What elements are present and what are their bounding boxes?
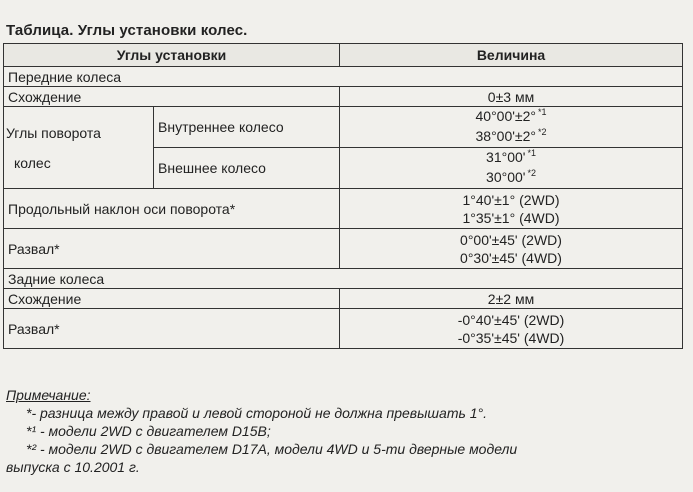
note-1: *- разница между правой и левой стороной не должна превышать 1°. [26, 405, 488, 421]
caster-label: Продольный наклон оси поворота* [4, 189, 340, 229]
inner-wheel-value-2: 38°00'±2° $^{*2}$ [475, 127, 547, 144]
table-title: Таблица. Углы установки колес. [6, 22, 248, 39]
outer-wheel-value-2: 30°00' $^{*2}$ [486, 168, 536, 185]
footnote-mark: *1 [527, 148, 536, 158]
rear-toe-label: Схождение [4, 289, 340, 309]
steering-angles-label-line-1: Углы поворота [6, 124, 101, 141]
note-3-continuation: выпуска с 10.2001 г. [6, 459, 140, 475]
caster-value-2: 1°35'±1° (4WD) [462, 209, 560, 226]
header-alignment-angles: Углы установки [4, 44, 340, 67]
steering-angles-label [4, 107, 154, 189]
camber-value-2: 0°30'±45' (4WD) [460, 249, 562, 266]
section-row-rear [4, 269, 683, 289]
notes-block [6, 386, 686, 476]
table-header-row [4, 44, 683, 67]
outer-wheel-label: Внешнее колесо [154, 148, 340, 189]
caster-values [340, 189, 683, 229]
camber-label: Развал* [4, 229, 340, 269]
rear-camber-value-1: -0°40'±45' (2WD) [457, 311, 565, 328]
steering-angles-label-line-2: колес [14, 154, 51, 171]
rear-toe-value: 2±2 мм [340, 289, 683, 309]
table-row [4, 107, 683, 148]
footnote-mark: *2 [537, 127, 547, 137]
note-2: *¹ - модели 2WD с двигателем D15B; [26, 423, 271, 439]
header-value: Величина [340, 44, 683, 67]
table-row [4, 309, 683, 349]
section-row-front [4, 67, 683, 87]
table-row [4, 229, 683, 269]
caster-value-1: 1°40'±1° (2WD) [462, 191, 560, 208]
rear-camber-label: Развал* [4, 309, 340, 349]
camber-value-1: 0°00'±45' (2WD) [460, 231, 562, 248]
section-front-wheels: Передние колеса [4, 67, 683, 87]
footnote-mark: *1 [537, 107, 547, 117]
outer-wheel-values [340, 148, 683, 189]
inner-wheel-values [340, 107, 683, 148]
footnote-mark: *2 [527, 168, 536, 178]
front-toe-label: Схождение [4, 87, 340, 107]
inner-wheel-label: Внутреннее колесо [154, 107, 340, 148]
rear-camber-values [340, 309, 683, 349]
inner-wheel-value-1: 40°00'±2° $^{*1}$ [475, 107, 547, 124]
notes-heading: Примечание: [6, 387, 91, 403]
table-row [4, 87, 683, 107]
section-rear-wheels: Задние колеса [4, 269, 683, 289]
camber-values [340, 229, 683, 269]
outer-wheel-value-1: 31°00' $^{*1}$ [486, 148, 536, 165]
rear-camber-value-2: -0°35'±45' (4WD) [457, 329, 565, 346]
front-toe-value: 0±3 мм [340, 87, 683, 107]
note-3: *² - модели 2WD с двигателем D17A, модели 4WD и 5-ти дверные модели [26, 441, 518, 457]
wheel-alignment-table [3, 43, 683, 349]
table-row [4, 189, 683, 229]
table-row [4, 289, 683, 309]
